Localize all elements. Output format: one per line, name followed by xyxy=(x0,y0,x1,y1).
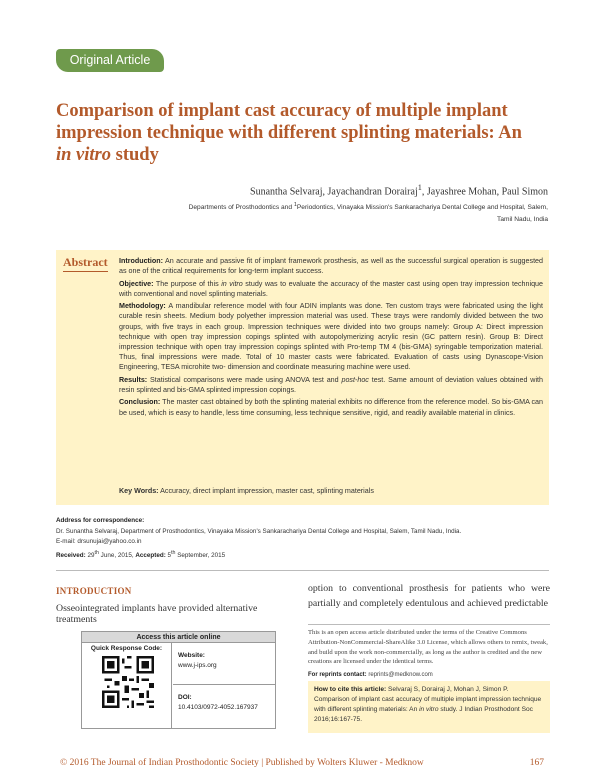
footer-copyright: © 2016 The Journal of Indian Prosthodontic Society | Published by Wolters Kluwer - Medknow xyxy=(60,758,424,768)
citation-box xyxy=(308,681,550,733)
doi-label: DOI: xyxy=(178,694,192,701)
received-a: 29 xyxy=(85,551,95,559)
article-title xyxy=(56,100,556,166)
doi-row xyxy=(173,685,275,727)
affiliation xyxy=(110,199,548,226)
correspondence-email[interactable]: E-mail: drsunujai@yahoo.co.in xyxy=(56,538,142,545)
citation-a: Selvaraj S, Dorairaj J, Mohan J, Simon P. Comparison of implant cast accuracy of multiple implant impression technique with different splinting materials: An xyxy=(314,686,542,713)
page-footer xyxy=(0,754,600,776)
affiliation-sup: 1 xyxy=(293,202,297,208)
license-note xyxy=(308,624,550,681)
access-box-header: Access this article online xyxy=(82,632,275,643)
keywords-head: Key Words: xyxy=(119,487,159,495)
introduction-heading: INTRODUCTION xyxy=(56,586,132,596)
conclusion-head: Conclusion: xyxy=(119,398,161,407)
abstract-conclusion xyxy=(119,397,543,417)
accepted-sup: th xyxy=(171,549,176,556)
introduction-right-column: option to conventional prosthesis for patients who were partially and completely edentulous and achieved predictable xyxy=(308,583,550,609)
received-head: Received: xyxy=(56,551,86,559)
abstract-label: Abstract xyxy=(63,255,108,272)
objective-b: study was to evaluate the accuracy of the master cast using open tray impression technique with conventional and novel splinting materials. xyxy=(119,279,543,298)
affiliation-line-2: Tamil Nadu, India xyxy=(497,216,548,224)
keywords xyxy=(119,487,543,495)
objective-a: The purpose of this xyxy=(153,279,222,288)
qr-label: Quick Response Code: xyxy=(90,645,163,652)
abstract-text xyxy=(119,256,543,420)
citation-b: study. J Indian Prosthodont Soc 2016;16:167-75. xyxy=(314,706,533,723)
website-label: Website: xyxy=(178,652,205,659)
accepted-b: September, 2015 xyxy=(175,551,226,559)
received-sup: th xyxy=(94,549,99,556)
reprints-head: For reprints contact: xyxy=(308,672,367,679)
title-line-1: Comparison of implant cast accuracy of multiple implant xyxy=(56,101,508,121)
citation-italic: in vitro xyxy=(419,706,439,713)
qr-code-icon[interactable] xyxy=(102,656,154,708)
license-text: This is an open access article distributed under the terms of the Creative Commons Attribution-NonCommercial-ShareAlike 3.0 License, which allows others to remix, tweak, and build upon the work non-commercially, as long as the author is credited and the new creations are licensed under the identical terms. xyxy=(308,629,548,666)
authors-sup: 1 xyxy=(417,183,422,192)
methodology-head: Methodology: xyxy=(119,302,166,311)
intro-body: An accurate and passive fit of implant framework prosthesis, as well as the successful surgical operation is suggested as one of the critical requirements for long-term implant success. xyxy=(119,257,543,276)
reprints-email[interactable]: reprints@medknow.com xyxy=(366,672,433,679)
author-list xyxy=(250,183,548,197)
citation-head: How to cite this article: xyxy=(314,686,387,693)
page-number: 167 xyxy=(529,758,544,768)
authors-part-b: , Jayashree Mohan, Paul Simon xyxy=(421,186,548,198)
accepted-a: 5 xyxy=(165,551,172,559)
access-box xyxy=(81,631,276,729)
section-divider xyxy=(56,570,549,571)
abstract-results xyxy=(119,375,543,395)
abstract-objective xyxy=(119,279,543,299)
abstract-methodology xyxy=(119,301,543,372)
affiliation-part-b: Periodontics, Vinayaka Mission's Sankarachariya Dental College and Hospital, Salem, xyxy=(296,204,548,212)
methodology-body: A mandibular reference model with four ADIN implants was done. Ten custom trays were fabricated using the light curable resin sheets. Medium body polyether impression material was used. These trays were randomly divided between the two groups, with five trays in each group. Impression techniques were divided into two groups namely: Group A: Direct impression technique with open tray impression copings splinted with autopolymerizing acrylic resin (GC pattern resin). Group B: Direct impression technique with open tray impression copings splinted with Pro-temp TM 4 (bis-GMA) syringable temporization material. Thus, final impressions were made. Total of 10 master casts were fabricated. Evaluation of casts using Dynascope-Vision Engineering, TESA microhite two- dimension and coordinate measuring machine were used. xyxy=(119,302,543,372)
received-b: June, 2015, xyxy=(98,551,136,559)
website-row xyxy=(173,643,275,685)
correspondence xyxy=(56,516,546,561)
title-line-3: study xyxy=(111,145,159,165)
info-column xyxy=(173,643,275,728)
affiliation-part-a: Departments of Prosthodontics and xyxy=(188,204,294,212)
reprints xyxy=(308,671,550,681)
results-head: Results: xyxy=(119,375,148,384)
conclusion-body: The master cast obtained by both the splinting material exhibits no difference from the reference model. So bis-GMA can be used, which is easy to handle, less time consuming, less technique sensitive, rigid, and readily available material in clinics. xyxy=(119,398,543,417)
authors-part-a: Sunantha Selvaraj, Jayachandran Dorairaj xyxy=(250,186,418,198)
abstract-introduction xyxy=(119,256,543,276)
intro-head: Introduction: xyxy=(119,257,164,265)
correspondence-head: Address for correspondence: xyxy=(56,517,145,524)
results-italic: post-hoc xyxy=(341,375,369,384)
objective-head: Objective: xyxy=(119,279,154,288)
website-link[interactable]: www.j-ips.org xyxy=(178,662,217,669)
title-line-2: impression technique with different splinting materials: An xyxy=(56,123,522,143)
introduction-first-line: Osseointegrated implants have provided alternative treatments xyxy=(56,603,258,625)
results-a: Statistical comparisons were made using ANOVA test and xyxy=(147,375,342,384)
objective-italic: in vitro xyxy=(221,279,243,288)
doi-link[interactable]: 10.4103/0972-4052.167937 xyxy=(178,704,258,711)
results-b: test. Same amount of deviation values obtained with resin splinted and bis-GMA splinted impression copings. xyxy=(119,375,543,394)
qr-column xyxy=(82,643,172,728)
correspondence-address: Dr. Sunantha Selvaraj, Department of Prosthodontics, Vinayaka Mission's Sankarachariya Dental College and Hospital, Salem, Tamil Nadu, India. xyxy=(56,527,462,535)
accepted-head: Accepted: xyxy=(135,551,166,559)
title-italic: in vitro xyxy=(56,145,111,165)
article-type-badge: Original Article xyxy=(56,49,164,72)
keywords-body: Accuracy, direct implant impression, master cast, splinting materials xyxy=(158,487,374,495)
